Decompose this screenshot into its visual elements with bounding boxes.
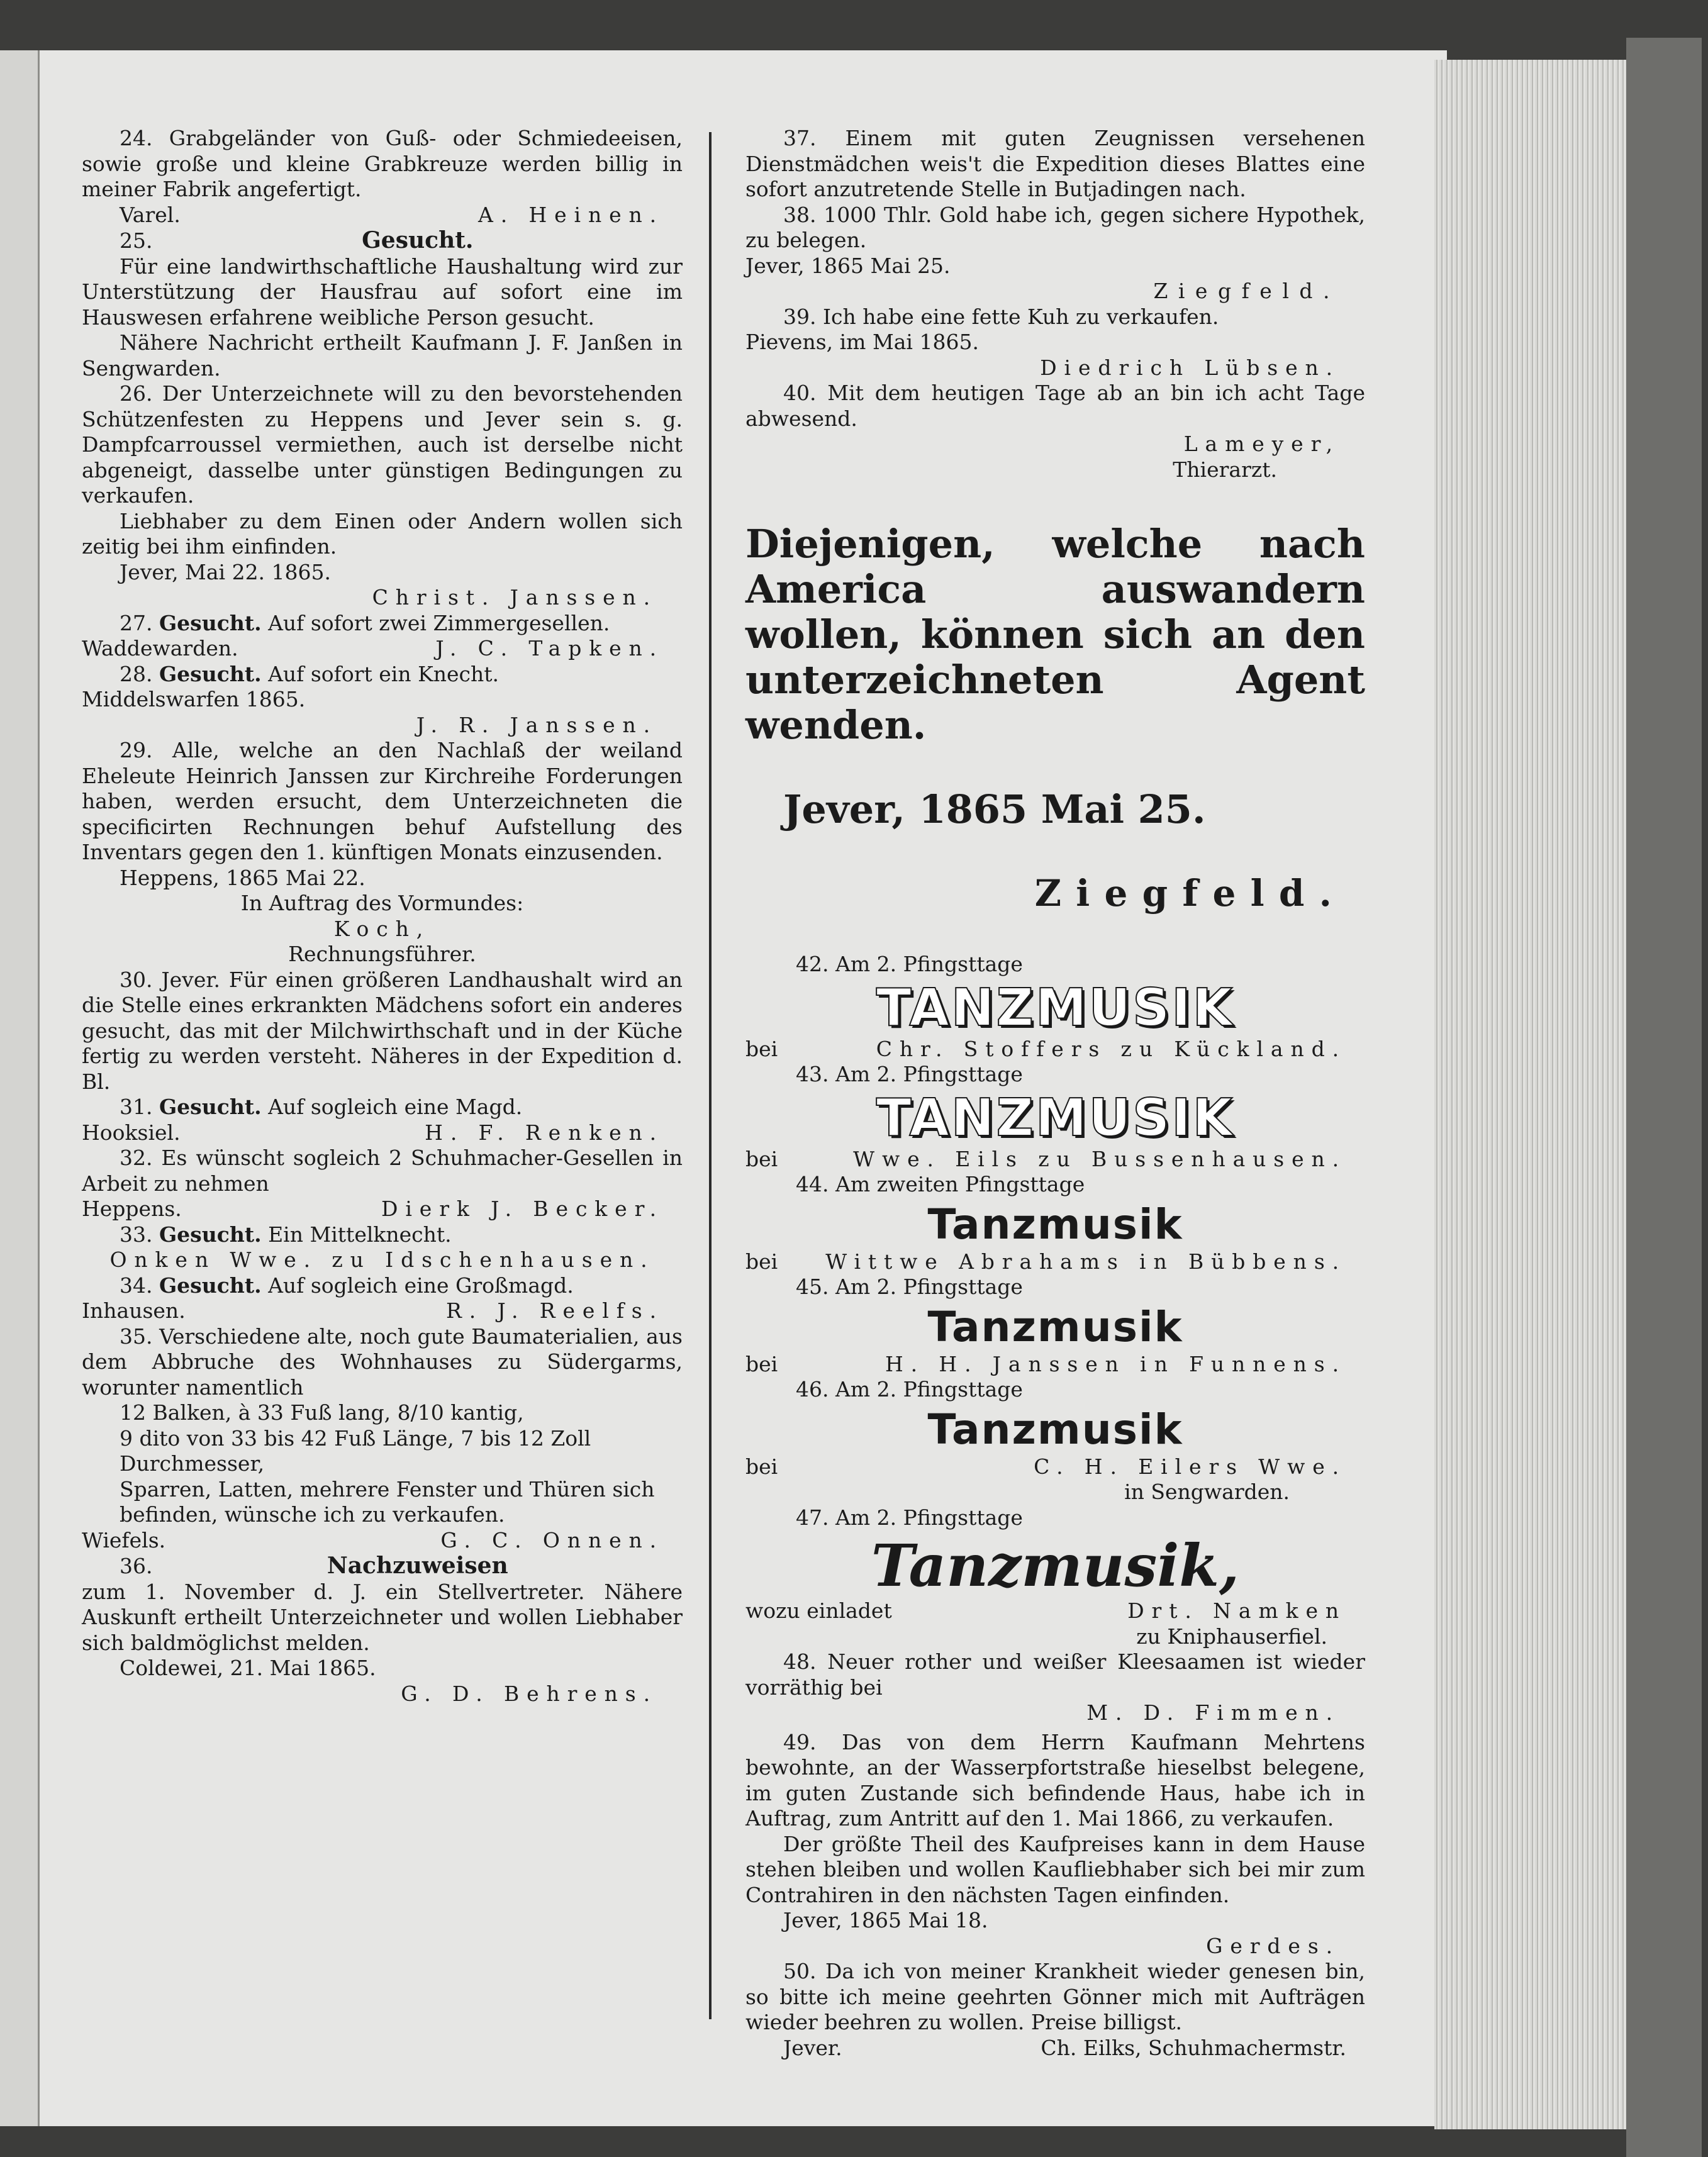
ad-24 — [82, 126, 683, 228]
ad-signature: Onken Wwe. zu Idschenhausen. — [109, 1247, 655, 1272]
ad-number: 35. — [120, 1324, 153, 1349]
ad-commission: In Auftrag des Vormundes: — [240, 891, 524, 915]
ad-number: 32. — [120, 1145, 153, 1170]
ad-bei: bei — [745, 1146, 778, 1171]
ad-number: 44. — [796, 1172, 829, 1196]
ad-heading-tanzmusik: Tanzmusik — [927, 1302, 1183, 1351]
ad-signature: M. D. Fimmen. — [1086, 1700, 1340, 1725]
ad-bei: bei — [745, 1454, 778, 1479]
ad-text: Grabgeländer von Guß- oder Schmiedeeisen, sowie große und kleine Grabkreuze werden billig in meiner Fabrik angefertigt. — [82, 126, 683, 201]
ad-heading: Gesucht. — [159, 1095, 262, 1119]
ad-signature: Christ. Janssen. — [372, 585, 657, 610]
ad-number: 50. — [783, 1959, 817, 1983]
ad-heading: Gesucht. — [159, 661, 262, 686]
ad-signature: Ziegfeld. — [1153, 279, 1340, 303]
ad-text: Verschiedene alte, noch gute Baumaterialien, aus dem Abbruche des Wohnhauses zu Südergarms, worunter namentlich — [82, 1324, 683, 1400]
ad-text: Es wünscht sogleich 2 Schuhmacher-Gesellen in Arbeit zu nehmen — [82, 1145, 683, 1196]
ad-date: Jever, 1865 Mai 18. — [783, 1908, 988, 1932]
ad-text: Ich habe eine fette Kuh zu verkaufen. — [822, 304, 1219, 329]
ad-signature: Ziegfeld. — [1034, 872, 1346, 915]
ad-place: Wiefels. — [82, 1527, 166, 1552]
ad-text: Ein Mittelknecht. — [268, 1222, 452, 1247]
ad-number: 42. — [796, 952, 829, 976]
ad-text: Alle, welche an den Nachlaß der weiland Eheleute Heinrich Janssen zur Kirchreihe Forderungen haben, werden ersucht, dem Unterzeichneten die specificirten Rechnungen behuf Aufstellung des Inventars gegen den 1. künftigen Monats einzusenden. — [82, 738, 683, 864]
column-rule — [709, 132, 712, 2019]
ad-47 — [745, 1505, 1365, 1650]
ad-when: Am 2. Pfingsttage — [835, 1062, 1023, 1086]
ad-heading-tanzmusik: Tanzmusik — [927, 1200, 1183, 1249]
ad-text: Auf sogleich eine Großmagd. — [268, 1273, 574, 1298]
ad-29 — [82, 738, 683, 967]
ad-number: 43. — [796, 1062, 829, 1086]
ad-48 — [745, 1649, 1365, 1726]
ad-44 — [745, 1172, 1365, 1274]
ad-host-place: in Sengwarden. — [1124, 1480, 1290, 1504]
ad-place: Hooksiel. — [82, 1120, 181, 1145]
ad-signature: Koch, — [333, 916, 431, 941]
ad-number: 25. — [120, 228, 153, 253]
ad-number: 47. — [796, 1505, 829, 1530]
ad-text: Neuer rother und weißer Kleesaamen ist wieder vorräthig bei — [745, 1649, 1365, 1700]
ad-date: Jever, 1865 Mai 25. — [783, 786, 1206, 832]
ad-number: 34. — [120, 1273, 153, 1298]
ad-text: Der Unterzeichnete will zu den bevorstehenden Schützenfesten zu Heppens und Jever sein s. g. Dampfcarroussel vermiethen, auch ist derselbe nicht abgeneigt, dasselbe unter günstigen Bedingungen zu verkaufen. — [82, 381, 683, 508]
ad-34 — [82, 1273, 683, 1324]
ad-text: Auf sogleich eine Magd. — [268, 1095, 523, 1119]
ad-signature: H. F. Renken. — [425, 1120, 664, 1145]
ad-32 — [82, 1145, 683, 1222]
facing-page-edge — [0, 50, 40, 2126]
ad-28 — [82, 662, 683, 739]
ad-number: 29. — [120, 738, 153, 762]
ad-place: Middelswarfen 1865. — [82, 687, 306, 711]
ad-number: 26. — [120, 381, 153, 406]
ad-text-2: Der größte Theil des Kaufpreises kann in dem Hause stehen bleiben und wollen Kaufliebhaber sich bei mir zum Contrahiren in den nächsten Tagen einfinden. — [745, 1831, 1365, 1907]
ad-31 — [82, 1095, 683, 1145]
ad-date: Coldewei, 21. Mai 1865. — [120, 1656, 376, 1680]
ad-text: Für eine landwirthschaftliche Haushaltung wird zur Unterstützung der Hausfrau auf sofort eine im Hauswesen erfahrene weibliche Person gesucht. — [82, 254, 683, 330]
ad-35 — [82, 1324, 683, 1554]
book-cover-edge — [1626, 38, 1702, 2157]
ad-bei: bei — [745, 1351, 778, 1376]
left-column — [82, 126, 683, 1707]
ad-date: Jever, 1865 Mai 25. — [745, 253, 951, 278]
ad-date: Jever, Mai 22. 1865. — [120, 559, 332, 584]
ad-number: 30. — [120, 967, 153, 992]
ad-when: Am 2. Pfingsttage — [835, 1274, 1023, 1299]
ad-host-place: zu Kniphauserfiel. — [1136, 1624, 1327, 1649]
ad-host: H. H. Janssen in Funnens. — [885, 1351, 1346, 1376]
ad-43 — [745, 1062, 1365, 1172]
ad-heading: Gesucht. — [159, 1273, 262, 1298]
ad-37 — [745, 126, 1365, 203]
ad-signature: G. D. Behrens. — [401, 1681, 657, 1706]
ad-host: Wwe. Eils zu Bussenhausen. — [853, 1146, 1346, 1171]
page-stack-edge — [1434, 60, 1626, 2129]
ad-number: 33. — [120, 1222, 153, 1247]
ad-host: Chr. Stoffers zu Kückland. — [876, 1036, 1346, 1061]
ad-place: Heppens. — [82, 1196, 182, 1221]
ad-33 — [82, 1222, 683, 1273]
ad-signature: Dierk J. Becker. — [381, 1196, 664, 1221]
ad-date: Pievens, im Mai 1865. — [745, 330, 979, 354]
ad-invitation: wozu einladet — [745, 1598, 892, 1623]
ad-number: 40. — [783, 381, 817, 405]
ad-39 — [745, 304, 1365, 381]
ad-number: 39. — [783, 304, 817, 329]
ad-place: Inhausen. — [82, 1298, 186, 1323]
ad-host: Drt. Namken — [1127, 1598, 1346, 1623]
ad-signature: Diedrich Lübsen. — [1040, 355, 1340, 380]
ad-36 — [82, 1553, 683, 1707]
ad-heading-tanzmusik: TANZMUSIK — [876, 978, 1235, 1038]
ad-heading: Gesucht. — [159, 1222, 262, 1247]
ad-signature: J. R. Janssen. — [416, 712, 657, 737]
ad-25 — [82, 228, 683, 381]
ad-text: 1000 Thlr. Gold habe ich, gegen sichere Hypothek, zu belegen. — [745, 202, 1365, 252]
ad-item: Sparren, Latten, mehrere Fenster und Thüren sich befinden, wünsche ich zu verkaufen. — [120, 1476, 655, 1527]
ad-place: Jever. — [783, 2035, 842, 2060]
ad-text: Auf sofort ein Knecht. — [268, 661, 500, 686]
ad-item: 9 dito von 33 bis 42 Fuß Länge, 7 bis 12 Zoll Durchmesser, — [120, 1425, 591, 1476]
ad-when: Am zweiten Pfingsttage — [835, 1172, 1085, 1196]
ad-text: Auf sofort zwei Zimmergesellen. — [268, 610, 610, 635]
ad-signature: Gerdes. — [1206, 1933, 1340, 1958]
ad-heading-tanzmusik: Tanzmusik, — [871, 1532, 1240, 1600]
ad-heading: Gesucht. — [159, 610, 262, 635]
ad-number: 37. — [783, 126, 817, 150]
ad-date: Heppens, 1865 Mai 22. — [120, 865, 366, 890]
ad-host: Wittwe Abrahams in Bübbens. — [825, 1249, 1346, 1274]
ad-number: 46. — [796, 1377, 829, 1402]
ad-heading-tanzmusik: TANZMUSIK — [876, 1088, 1235, 1148]
ad-46 — [745, 1377, 1365, 1505]
ad-number: 36. — [120, 1554, 153, 1578]
ad-40 — [745, 381, 1365, 482]
ad-text: Einem mit guten Zeugnissen versehenen Dienstmädchen weis't die Expedition dieses Blattes eine sofort anzutretende Stelle in Butjadingen nach. — [745, 126, 1365, 201]
ad-signature: A. Heinen. — [478, 202, 664, 227]
ad-number: 48. — [783, 1649, 817, 1674]
ad-number: 38. — [783, 202, 817, 227]
ad-place: Waddewarden. — [82, 636, 238, 660]
ad-number: 45. — [796, 1274, 829, 1299]
ad-heading: Gesucht. — [362, 227, 474, 254]
ad-number: 27. — [120, 610, 153, 635]
ad-text: Diejenigen, welche nach America auswandern wollen, können sich an den unterzeichneten Agent wenden. — [745, 521, 1365, 748]
ad-heading: Nachzuweisen — [327, 1552, 508, 1579]
ad-item: 12 Balken, à 33 Fuß lang, 8/10 kantig, — [120, 1400, 524, 1425]
ad-text-2: Liebhaber zu dem Einen oder Andern wollen sich zeitig bei ihm einfinden. — [82, 508, 683, 559]
ad-45 — [745, 1274, 1365, 1377]
ad-signature: G. C. Onnen. — [440, 1527, 664, 1552]
ad-text: Jever. Für einen größeren Landhaushalt wird an die Stelle eines erkrankten Mädchens sofort ein anderes gesucht, das mit der Milchwirthschaft und in der Küche fertig zu werden versteht. Näheres in der Expedition d. Bl. — [82, 967, 683, 1094]
ad-bei: bei — [745, 1036, 778, 1061]
right-column — [745, 126, 1365, 2061]
ad-text: Da ich von meiner Krankheit wieder genesen bin, so bitte ich meine geehrten Gönner mich mit Aufträgen wieder beehren zu wollen. Preise billigst. — [745, 1959, 1365, 2034]
ad-place: Varel. — [120, 202, 181, 227]
ad-role: Thierarzt. — [1173, 457, 1277, 482]
ad-signature: J. C. Tapken. — [435, 636, 664, 660]
ad-host: C. H. Eilers Wwe. — [1034, 1454, 1346, 1479]
ad-text: Mit dem heutigen Tage ab an bin ich acht Tage abwesend. — [745, 381, 1365, 431]
ad-number: 31. — [120, 1095, 153, 1119]
ad-heading-tanzmusik: Tanzmusik — [927, 1405, 1183, 1454]
ad-38 — [745, 203, 1365, 304]
ad-text-2: Nähere Nachricht ertheilt Kaufmann J. F. Janßen in Sengwarden. — [82, 330, 683, 381]
ad-when: Am 2. Pfingsttage — [835, 1505, 1023, 1530]
ad-text: Das von dem Herrn Kaufmann Mehrtens bewohnte, an der Wasserpfortstraße hieselbst belegene, im guten Zustande sich befindende Haus, habe ich in Auftrag, zum Antritt auf den 1. Mai 1866, zu verkaufen. — [745, 1729, 1365, 1831]
ad-26 — [82, 381, 683, 611]
ad-30 — [82, 967, 683, 1095]
ad-27 — [82, 611, 683, 662]
ad-number: 28. — [120, 661, 153, 686]
ad-signature: Ch. Eilks, Schuhmachermstr. — [1041, 2035, 1346, 2060]
ad-50 — [745, 1959, 1365, 2061]
ad-42 — [745, 952, 1365, 1062]
ad-number: 24. — [120, 126, 153, 150]
ad-signature: Lameyer, — [1183, 432, 1340, 456]
ad-when: Am 2. Pfingsttage — [835, 952, 1023, 976]
ad-when: Am 2. Pfingsttage — [835, 1377, 1023, 1402]
ad-signature: R. J. Reelfs. — [445, 1298, 664, 1323]
ad-49 — [745, 1730, 1365, 1959]
ad-bei: bei — [745, 1249, 778, 1274]
ad-role: Rechnungsführer. — [288, 942, 476, 966]
ad-emigration-notice — [745, 521, 1365, 915]
ad-number: 49. — [783, 1729, 817, 1754]
ad-text: zum 1. November d. J. ein Stellvertreter. Nähere Auskunft ertheilt Unterzeichneter und wollen Liebhaber sich baldmöglichst melden. — [82, 1579, 683, 1655]
